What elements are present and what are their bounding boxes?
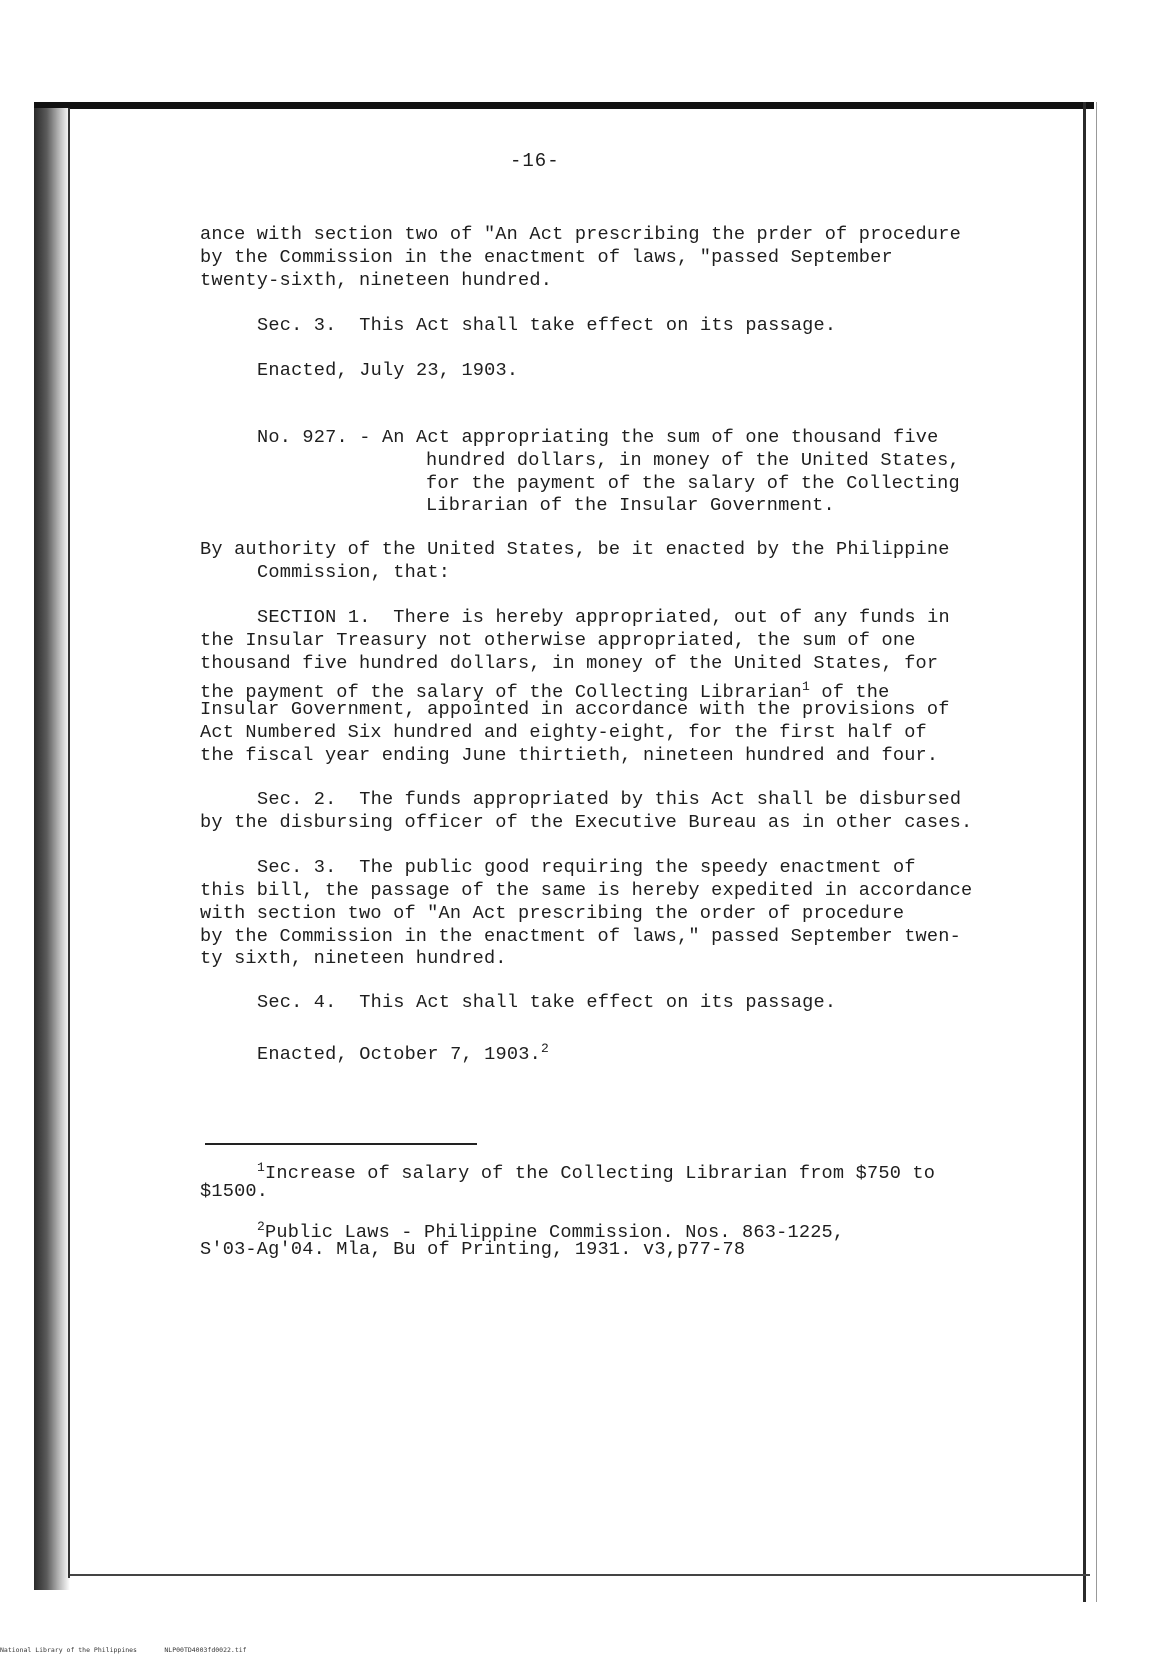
section1-line-4-tail: of the [810,682,890,703]
enacted-october-text: Enacted, October 7, 1903. [257,1044,541,1065]
act-title-line-3: for the payment of the salary of the Collecting [426,473,960,494]
footnote-2-marker: 2 [540,1041,549,1056]
intro-line-1: ance with section two of "An Act prescribing the prder of procedure [200,224,961,245]
section3b-line-3: with section two of "An Act prescribing the order of procedure [200,903,905,924]
intro-line-3: twenty-sixth, nineteen hundred. [200,270,553,291]
section1-line-4-text: the payment of the salary of the Collecting Librarian [200,682,802,703]
footnote-2-line-2: S'03-Ag'04. Mla, Bu of Printing, 1931. v3,p77-78 [200,1239,746,1260]
section2-line-2: by the disbursing officer of the Executive Bureau as in other cases. [200,812,973,833]
enacted-october [257,1037,549,1066]
footer-filename: NLP00TD4003fd0022.tif [164,1646,247,1654]
page-frame-right-outer [1096,102,1097,1602]
section1-line-7: the fiscal year ending June thirtieth, nineteen hundred and four. [200,745,939,766]
page-frame-right [1083,102,1086,1602]
scan-footer [0,1646,247,1654]
section3b-line-1: Sec. 3. The public good requiring the speedy enactment of [257,857,916,878]
sec3-line: Sec. 3. This Act shall take effect on its passage. [257,315,837,336]
page-frame-left-edge [68,108,70,1578]
footnote-1-line-1 [257,1156,935,1185]
page-frame-left-shadow [34,108,70,1590]
section1-line-1: SECTION 1. There is hereby appropriated, out of any funds in [257,607,950,628]
section3b-line-5: ty sixth, nineteen hundred. [200,948,507,969]
act-title-line-1: No. 927. - An Act appropriating the sum of one thousand five [257,427,939,448]
footnote-rule [205,1143,477,1145]
section1-line-6: Act Numbered Six hundred and eighty-eight, for the first half of [200,722,927,743]
intro-line-2: by the Commission in the enactment of laws, "passed September [200,247,893,268]
footer-library: National Library of the Philippines [0,1646,137,1654]
section3b-line-2: this bill, the passage of the same is hereby expedited in accordance [200,880,973,901]
footnote-1-line-2: $1500. [200,1181,269,1202]
section3b-line-4: by the Commission in the enactment of laws," passed September twen- [200,926,961,947]
authority-line-2: Commission, that: [257,562,451,583]
footnote-2-text: Public Laws - Philippine Commission. Nos. 863-1225, [265,1222,845,1243]
page-frame-bottom [70,1574,1090,1576]
footnote-1-number: 1 [257,1160,266,1175]
page-frame-top [34,102,1094,109]
page-number: -16- [510,150,560,172]
enacted-july: Enacted, July 23, 1903. [257,360,519,381]
sec4-line: Sec. 4. This Act shall take effect on its passage. [257,992,837,1013]
section1-line-2: the Insular Treasury not otherwise appropriated, the sum of one [200,630,916,651]
act-title-line-4: Librarian of the Insular Government. [426,495,835,516]
section2-line-1: Sec. 2. The funds appropriated by this Act shall be disbursed [257,789,962,810]
section1-line-5: Insular Government, appointed in accordance with the provisions of [200,699,950,720]
footnote-1-text: Increase of salary of the Collecting Librarian from $750 to [265,1163,936,1184]
footnote-2-number: 2 [257,1219,266,1234]
section1-line-3: thousand five hundred dollars, in money of the United States, for [200,653,939,674]
act-title-line-2: hundred dollars, in money of the United States, [426,450,960,471]
footnote-1-marker: 1 [801,679,810,694]
authority-line-1: By authority of the United States, be it enacted by the Philippine [200,539,950,560]
